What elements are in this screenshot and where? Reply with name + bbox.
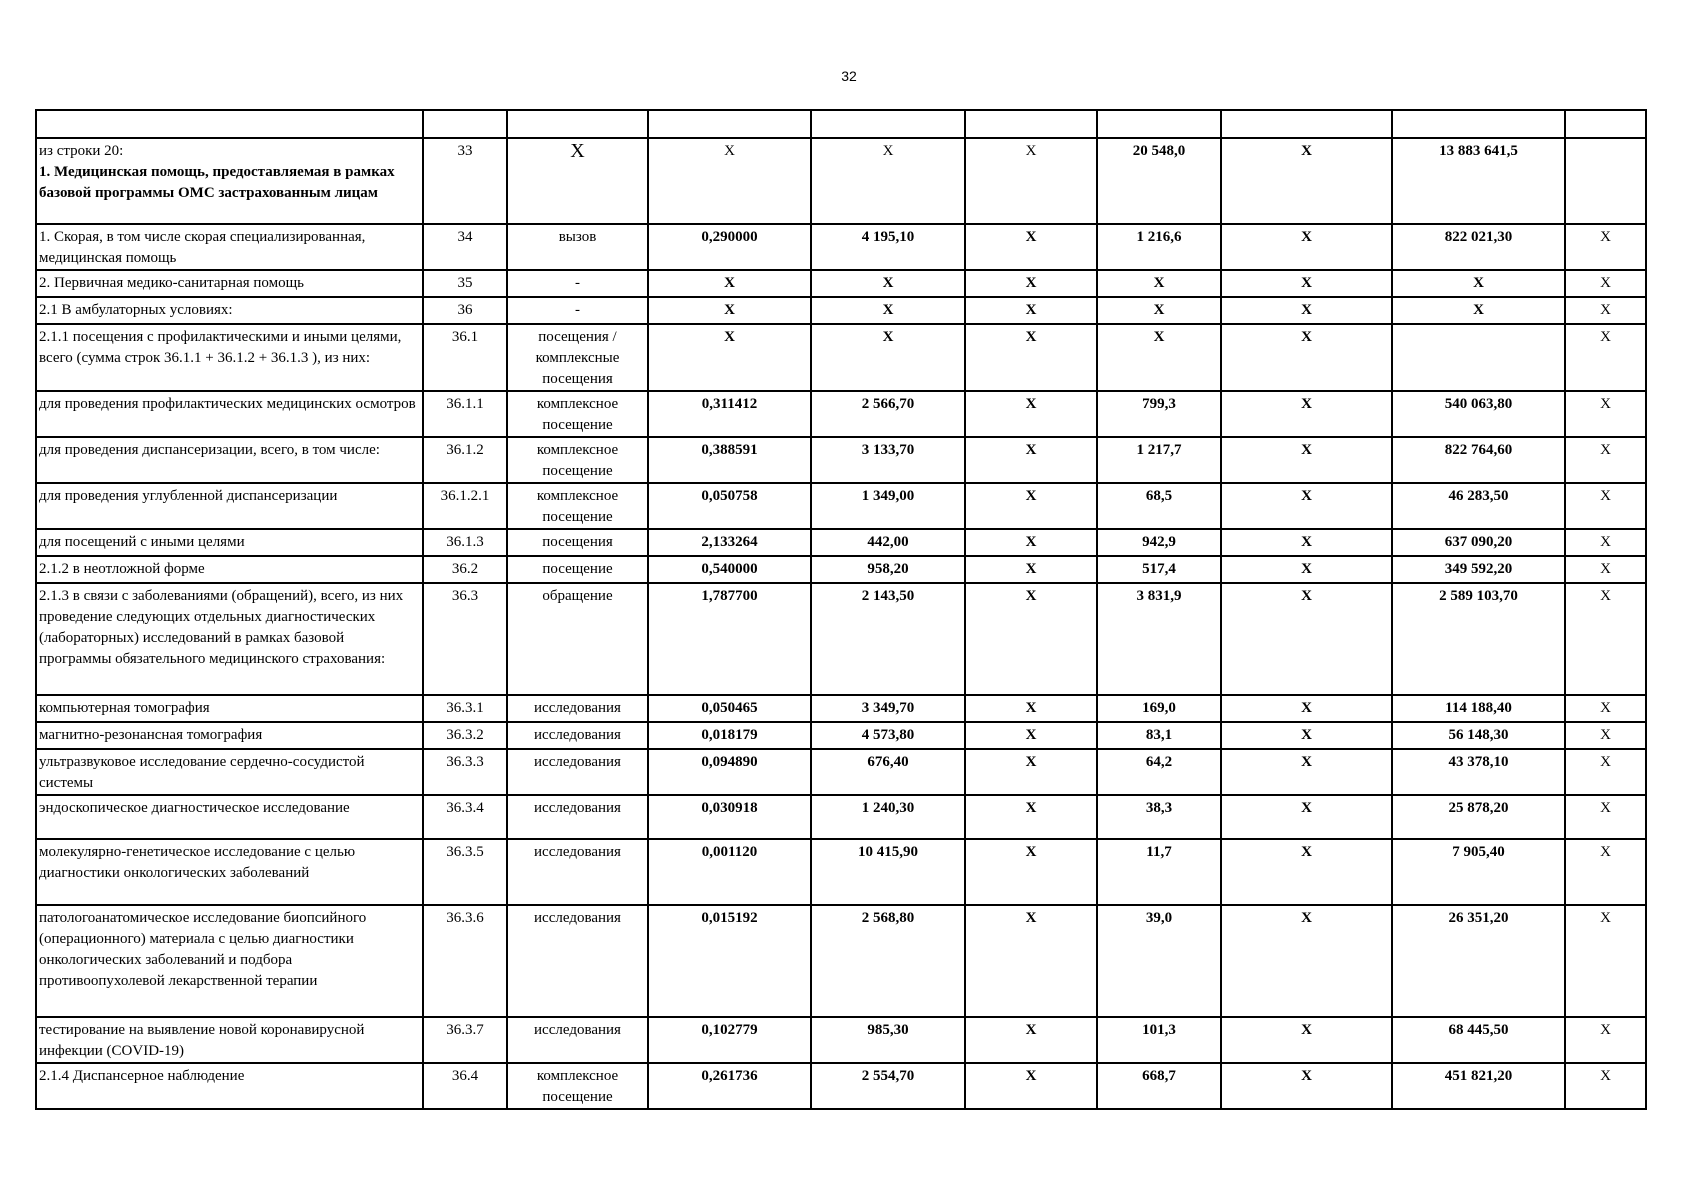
row-value-4: 3 831,9 [1097,583,1221,695]
row-name: ультразвуковое исследование сердечно-сосудистой системы [36,749,423,795]
row-value-2: 958,20 [811,556,965,583]
row-value-1: Х [648,297,811,324]
row-value-5: Х [1221,695,1392,722]
row-value-3: Х [965,483,1097,529]
row-name: 2.1.3 в связи с заболеваниями (обращений), всего, из них проведение следующих отдельных диагностических (лабораторных) исследований в рамках базовой программы обязательного медицинского страхования: [36,583,423,695]
row-value-6: 540 063,80 [1392,391,1565,437]
row-value-7: Х [1565,905,1646,1017]
row-value-4: Х [1097,270,1221,297]
row-value-5: Х [1221,1063,1392,1109]
table-row [36,391,1646,437]
row-name: эндоскопическое диагностическое исследование [36,795,423,839]
row-name: компьютерная томография [36,695,423,722]
row-value-6: 43 378,10 [1392,749,1565,795]
row-value-6: 46 283,50 [1392,483,1565,529]
row-value-7: Х [1565,795,1646,839]
row-value-6: Х [1392,270,1565,297]
row-value-1: 0,388591 [648,437,811,483]
row-name: тестирование на выявление новой коронавирусной инфекции (COVID-19) [36,1017,423,1063]
row-name: 2. Первичная медико-санитарная помощь [36,270,423,297]
row-code: 36.3.2 [423,722,507,749]
row-value-6 [1392,324,1565,391]
row-value-4: 1 216,6 [1097,224,1221,270]
table-row [36,722,1646,749]
table-row [36,1017,1646,1063]
row-value-7: Х [1565,391,1646,437]
header-cell [811,110,965,138]
header-cell [507,110,648,138]
row-value-4: 68,5 [1097,483,1221,529]
row-unit: исследования [507,1017,648,1063]
row-value-4: 101,3 [1097,1017,1221,1063]
row-value-2: 2 566,70 [811,391,965,437]
row-value-3: Х [965,297,1097,324]
row-value-1: 0,050758 [648,483,811,529]
row-value-4: Х [1097,297,1221,324]
row-value-6: 7 905,40 [1392,839,1565,905]
row-code: 33 [423,138,507,224]
row-unit: исследования [507,749,648,795]
row-value-1: 0,018179 [648,722,811,749]
row-value-2: 985,30 [811,1017,965,1063]
table-row [36,839,1646,905]
row-value-2: 4 195,10 [811,224,965,270]
row-value-6: 114 188,40 [1392,695,1565,722]
row-unit: комплексное посещение [507,437,648,483]
row-value-3: Х [965,1063,1097,1109]
row-unit: комплексное посещение [507,391,648,437]
row-value-6: 25 878,20 [1392,795,1565,839]
row-name-text: из строки 20: [39,143,124,159]
row-value-1: 0,540000 [648,556,811,583]
table-row [36,1063,1646,1109]
row-value-5: Х [1221,839,1392,905]
table-row [36,905,1646,1017]
table-row [36,583,1646,695]
row-value-6: 349 592,20 [1392,556,1565,583]
row-value-7: Х [1565,583,1646,695]
row-value-1: Х [648,324,811,391]
row-code: 36.2 [423,556,507,583]
row-code: 36.3.5 [423,839,507,905]
row-value-1: 2,133264 [648,529,811,556]
row-value-1: 0,030918 [648,795,811,839]
row-value-1: 0,094890 [648,749,811,795]
row-value-3: Х [965,391,1097,437]
table-row [36,695,1646,722]
row-value-1: 0,050465 [648,695,811,722]
row-code: 36 [423,297,507,324]
row-value-4: 517,4 [1097,556,1221,583]
row-value-6: 451 821,20 [1392,1063,1565,1109]
header-cell [965,110,1097,138]
row-value-1: 0,261736 [648,1063,811,1109]
row-value-2: 2 143,50 [811,583,965,695]
row-name: для проведения профилактических медицинских осмотров [36,391,423,437]
row-code: 36.1 [423,324,507,391]
row-value-7: Х [1565,483,1646,529]
row-code: 36.1.1 [423,391,507,437]
row-unit: - [507,270,648,297]
row-code: 36.3.4 [423,795,507,839]
row-value-4: 1 217,7 [1097,437,1221,483]
row-value-2: Х [811,270,965,297]
row-value-6: Х [1392,297,1565,324]
row-value-4: 38,3 [1097,795,1221,839]
row-value-5: Х [1221,437,1392,483]
row-value-3: Х [965,795,1097,839]
row-value-1: 0,001120 [648,839,811,905]
row-code: 36.4 [423,1063,507,1109]
row-value-3: Х [965,695,1097,722]
row-value-7: Х [1565,437,1646,483]
row-value-7: Х [1565,839,1646,905]
row-value-4: 799,3 [1097,391,1221,437]
row-code: 35 [423,270,507,297]
row-value-5: Х [1221,391,1392,437]
row-value-6: 56 148,30 [1392,722,1565,749]
row-value-3: Х [965,583,1097,695]
row-value-2: 4 573,80 [811,722,965,749]
header-cell [1097,110,1221,138]
row-value-2: 676,40 [811,749,965,795]
table-row [36,529,1646,556]
row-name: для посещений с иными целями [36,529,423,556]
row-code: 36.1.2.1 [423,483,507,529]
row-unit: исследования [507,905,648,1017]
header-cell [1221,110,1392,138]
row-value-2: 3 133,70 [811,437,965,483]
row-value-4: 668,7 [1097,1063,1221,1109]
row-value-7: Х [1565,324,1646,391]
row-code: 36.3.7 [423,1017,507,1063]
row-unit: комплексное посещение [507,1063,648,1109]
row-value-7: Х [1565,224,1646,270]
row-value-4: Х [1097,324,1221,391]
data-table [35,109,1647,1110]
row-name [36,138,423,224]
row-unit: исследования [507,839,648,905]
row-value-2: 3 349,70 [811,695,965,722]
row-name: 1. Скорая, в том числе скорая специализированная, медицинская помощь [36,224,423,270]
row-value-3: Х [965,722,1097,749]
row-value-3: Х [965,270,1097,297]
row-value-4: 11,7 [1097,839,1221,905]
row-code: 36.1.2 [423,437,507,483]
row-value-6: 637 090,20 [1392,529,1565,556]
table-row [36,483,1646,529]
row-value-7: Х [1565,1063,1646,1109]
row-value-5: Х [1221,795,1392,839]
row-name: 2.1.4 Диспансерное наблюдение [36,1063,423,1109]
row-unit: исследования [507,795,648,839]
row-value-4: 39,0 [1097,905,1221,1017]
row-name: 2.1 В амбулаторных условиях: [36,297,423,324]
row-value-2: Х [811,297,965,324]
row-unit: посещение [507,556,648,583]
table-row [36,138,1646,224]
table-row [36,224,1646,270]
row-value-5: Х [1221,1017,1392,1063]
row-value-7: Х [1565,270,1646,297]
table-row [36,297,1646,324]
row-value-3: Х [965,324,1097,391]
table-row [36,270,1646,297]
row-value-2: 442,00 [811,529,965,556]
row-unit: посещения [507,529,648,556]
row-value-3: Х [965,556,1097,583]
row-value-6: 26 351,20 [1392,905,1565,1017]
row-value-4: 20 548,0 [1097,138,1221,224]
row-name: 2.1.1 посещения с профилактическими и иными целями, всего (сумма строк 36.1.1 + 36.1.2 + 36.1.3 ), из них: [36,324,423,391]
row-unit: исследования [507,722,648,749]
row-value-6: 13 883 641,5 [1392,138,1565,224]
row-value-6: 2 589 103,70 [1392,583,1565,695]
header-cell [1565,110,1646,138]
header-cell [36,110,423,138]
row-code: 36.3.1 [423,695,507,722]
row-value-7: Х [1565,297,1646,324]
row-unit: обращение [507,583,648,695]
row-value-1: 0,015192 [648,905,811,1017]
row-unit: вызов [507,224,648,270]
header-cell [423,110,507,138]
row-unit: Х [507,138,648,224]
row-value-4: 169,0 [1097,695,1221,722]
row-value-1: Х [648,270,811,297]
row-name: молекулярно-генетическое исследование с целью диагностики онкологических заболеваний [36,839,423,905]
row-value-6: 68 445,50 [1392,1017,1565,1063]
row-value-2: 1 240,30 [811,795,965,839]
row-value-2: 1 349,00 [811,483,965,529]
row-value-2: Х [811,324,965,391]
row-value-7: Х [1565,556,1646,583]
row-value-3: Х [965,905,1097,1017]
row-name: 2.1.2 в неотложной форме [36,556,423,583]
row-value-5: Х [1221,583,1392,695]
row-value-3: Х [965,138,1097,224]
row-value-2: 2 568,80 [811,905,965,1017]
row-value-4: 83,1 [1097,722,1221,749]
row-value-1: Х [648,138,811,224]
row-value-6: 822 764,60 [1392,437,1565,483]
row-value-4: 942,9 [1097,529,1221,556]
row-value-6: 822 021,30 [1392,224,1565,270]
table-row [36,749,1646,795]
row-unit: - [507,297,648,324]
row-code: 36.3.6 [423,905,507,1017]
row-value-5: Х [1221,483,1392,529]
row-code: 34 [423,224,507,270]
row-unit: посещения / комплексные посещения [507,324,648,391]
row-value-1: 1,787700 [648,583,811,695]
table-row [36,556,1646,583]
row-value-5: Х [1221,722,1392,749]
row-value-5: Х [1221,224,1392,270]
row-name: для проведения углубленной диспансеризации [36,483,423,529]
row-code: 36.3.3 [423,749,507,795]
row-value-5: Х [1221,905,1392,1017]
row-code: 36.1.3 [423,529,507,556]
row-value-7: Х [1565,722,1646,749]
table-header-row [36,110,1646,138]
row-value-1: 0,311412 [648,391,811,437]
row-value-5: Х [1221,529,1392,556]
row-value-5: Х [1221,297,1392,324]
row-value-3: Х [965,749,1097,795]
table-row [36,437,1646,483]
row-value-3: Х [965,1017,1097,1063]
row-value-1: 0,102779 [648,1017,811,1063]
row-name: магнитно-резонансная томография [36,722,423,749]
row-value-5: Х [1221,138,1392,224]
row-unit: комплексное посещение [507,483,648,529]
row-value-2: 10 415,90 [811,839,965,905]
row-value-5: Х [1221,556,1392,583]
row-value-7: Х [1565,695,1646,722]
row-value-2: Х [811,138,965,224]
row-unit: исследования [507,695,648,722]
row-name: для проведения диспансеризации, всего, в том числе: [36,437,423,483]
row-value-7: Х [1565,529,1646,556]
row-value-1: 0,290000 [648,224,811,270]
row-name: патологоанатомическое исследование биопсийного (операционного) материала с целью диагностики онкологических заболеваний и подбора противоопухолевой лекарственной терапии [36,905,423,1017]
row-value-2: 2 554,70 [811,1063,965,1109]
row-value-5: Х [1221,270,1392,297]
row-name-bold: 1. Медицинская помощь, предоставляемая в рамках базовой программы ОМС застрахованным лицам [39,164,395,201]
table-row [36,795,1646,839]
page-number: 32 [841,68,857,84]
header-cell [1392,110,1565,138]
row-value-3: Х [965,839,1097,905]
row-value-7: Х [1565,749,1646,795]
row-value-3: Х [965,224,1097,270]
row-value-3: Х [965,437,1097,483]
row-value-3: Х [965,529,1097,556]
row-value-7 [1565,138,1646,224]
row-value-5: Х [1221,749,1392,795]
header-cell [648,110,811,138]
row-value-4: 64,2 [1097,749,1221,795]
row-value-5: Х [1221,324,1392,391]
row-value-7: Х [1565,1017,1646,1063]
table-row [36,324,1646,391]
row-code: 36.3 [423,583,507,695]
